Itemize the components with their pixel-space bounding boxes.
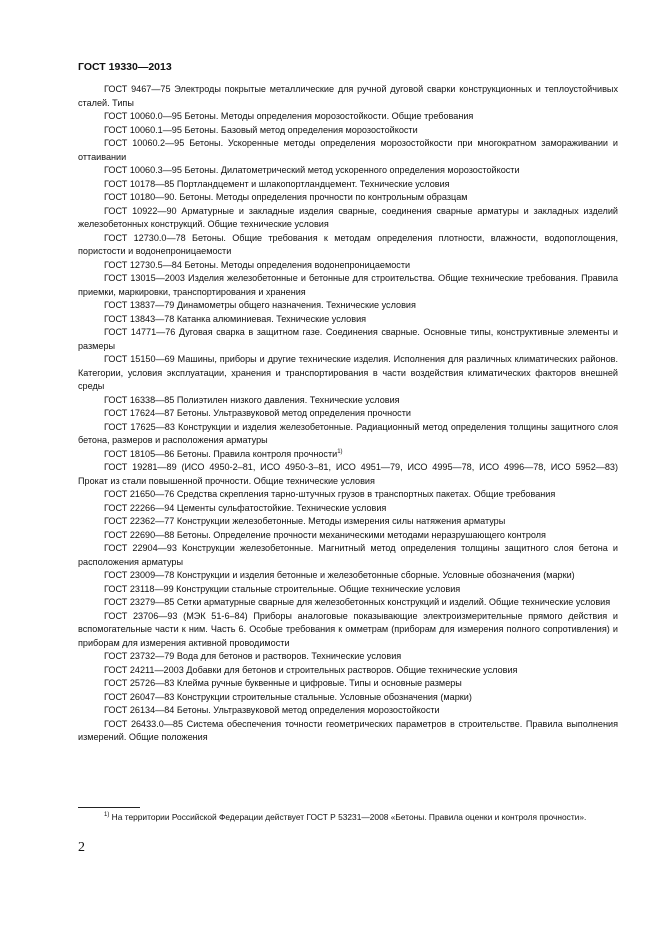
footnote-divider (78, 807, 140, 808)
reference-entry: ГОСТ 26134—84 Бетоны. Ультразвуковой метод определения морозостойкости (104, 705, 440, 715)
reference-entry-with-footnote (78, 448, 618, 462)
reference-entry: ГОСТ 10060.0—95 Бетоны. Методы определения морозостойкости. Общие требования (104, 111, 474, 121)
page-number: 2 (78, 840, 85, 855)
footnote-marker: 1) (337, 448, 343, 455)
reference-entry: ГОСТ 12730.5—84 Бетоны. Методы определения водонепроницаемости (104, 259, 411, 270)
reference-entry: ГОСТ 22904—93 Конструкции железобетонные. Магнитный метод определения толщины защитного слоя бетона и расположения арматуры (78, 543, 618, 567)
reference-entry: ГОСТ 23279—85 Сетки арматурные сварные для железобетонных конструкций и изделий. Общие технические условия (104, 597, 611, 607)
reference-entry: ГОСТ 17625—83 Конструкции и изделия железобетонные. Радиационный метод определения толщины защитного слоя бетона, размеров и расположения арматуры (78, 421, 618, 445)
reference-entry: ГОСТ 14771—76 Дуговая сварка в защитном газе. Соединения сварные. Основные типы, конструктивные элементы и размеры (78, 327, 618, 351)
reference-entry: ГОСТ 10060.2—95 Бетоны. Ускоренные методы определения морозостойкости при многократном замораживании и оттаивании (78, 138, 618, 162)
reference-entry: ГОСТ 10922—90 Арматурные и закладные изделия сварные, соединения сварные арматуры и закладных изделий железобетонных конструкций. Общие технические условия (78, 205, 618, 229)
reference-entry: ГОСТ 13837—79 Динамометры общего назначения. Технические условия (104, 300, 416, 310)
reference-entry: ГОСТ 9467—75 Электроды покрытые металлические для ручной дуговой сварки конструкционных и теплоустойчивых сталей. Типы (78, 84, 618, 108)
reference-entry: ГОСТ 26433.0—85 Система обеспечения точности геометрических параметров в строительстве. Правила выполнения измерений. Общие положения (78, 718, 618, 742)
reference-entry: ГОСТ 10180—90. Бетоны. Методы определения прочности по контрольным образцам (104, 192, 468, 202)
reference-entry: ГОСТ 19281—89 (ИСО 4950-2–81, ИСО 4950-3–81, ИСО 4951—79, ИСО 4995—78, ИСО 4996—78, ИСО 5952—83) Прокат из стали повышенной прочности. Общие технические условия (78, 462, 618, 486)
footnote (78, 811, 618, 824)
reference-entry: ГОСТ 13843—78 Катанка алюминиевая. Технические условия (104, 313, 367, 324)
footnote-text: На территории Российской Федерации действует ГОСТ Р 53231—2008 «Бетоны. Правила оценки и контроля прочности». (111, 812, 587, 822)
reference-entry: ГОСТ 10178—85 Портландцемент и шлакопортландцемент. Технические условия (104, 178, 450, 189)
reference-entry: ГОСТ 10060.3—95 Бетоны. Дилатометрический метод ускоренного определения морозостойкости (104, 165, 520, 175)
reference-entry: ГОСТ 16338—85 Полиэтилен низкого давления. Технические условия (104, 394, 400, 405)
reference-entry: ГОСТ 12730.0—78 Бетоны. Общие требования к методам определения плотности, влажности, водопоглощения, пористости и водонепроницаемости (78, 232, 618, 256)
reference-entry: ГОСТ 26047—83 Конструкции строительные стальные. Условные обозначения (марки) (104, 691, 472, 702)
reference-entry: ГОСТ 22690—88 Бетоны. Определение прочности механическими методами неразрушающего контроля (104, 529, 546, 540)
reference-entry: ГОСТ 25726—83 Клейма ручные буквенные и цифровые. Типы и основные размеры (104, 678, 462, 688)
document-header: ГОСТ 19330—2013 (78, 61, 172, 73)
normative-references-list (78, 83, 618, 745)
reference-entry: ГОСТ 23706—93 (МЭК 51-6–84) Приборы аналоговые показывающие электроизмерительные прямого действия и вспомогательные части к ним. Часть 6. Особые требования к омметрам (приборам для измерения полного сопротивления) и приборам для измерения активной проводимости (78, 610, 618, 648)
reference-entry: ГОСТ 24211—2003 Добавки для бетонов и строительных растворов. Общие технические условия (104, 664, 518, 675)
reference-entry: ГОСТ 23009—78 Конструкции и изделия бетонные и железобетонные сборные. Условные обозначения (марки) (104, 570, 575, 580)
reference-entry: ГОСТ 17624—87 Бетоны. Ультразвуковой метод определения прочности (104, 408, 411, 418)
reference-entry: ГОСТ 23118—99 Конструкции стальные строительные. Общие технические условия (104, 583, 461, 594)
footnote-marker: 1) (104, 812, 110, 818)
reference-entry: ГОСТ 22266—94 Цементы сульфатостойкие. Технические условия (104, 502, 387, 513)
reference-entry: ГОСТ 21650—76 Средства скрепления тарно-штучных грузов в транспортных пакетах. Общие требования (104, 489, 556, 499)
reference-text: ГОСТ 18105—86 Бетоны. Правила контроля прочности (104, 448, 338, 459)
reference-entry: ГОСТ 10060.1—95 Бетоны. Базовый метод определения морозостойкости (104, 124, 418, 135)
reference-entry: ГОСТ 15150—69 Машины, приборы и другие технические изделия. Исполнения для различных климатических районов. Категории, условия эксплуатации, хранения и транспортирования в части воздействия климатических факторов внешней среды (78, 354, 618, 391)
reference-entry: ГОСТ 13015—2003 Изделия железобетонные и бетонные для строительства. Общие технические требования. Правила приемки, маркировки, транспортирования и хранения (78, 273, 618, 297)
reference-entry: ГОСТ 22362—77 Конструкции железобетонные. Методы измерения силы натяжения арматуры (104, 516, 506, 526)
reference-entry: ГОСТ 23732—79 Вода для бетонов и растворов. Технические условия (104, 651, 402, 661)
